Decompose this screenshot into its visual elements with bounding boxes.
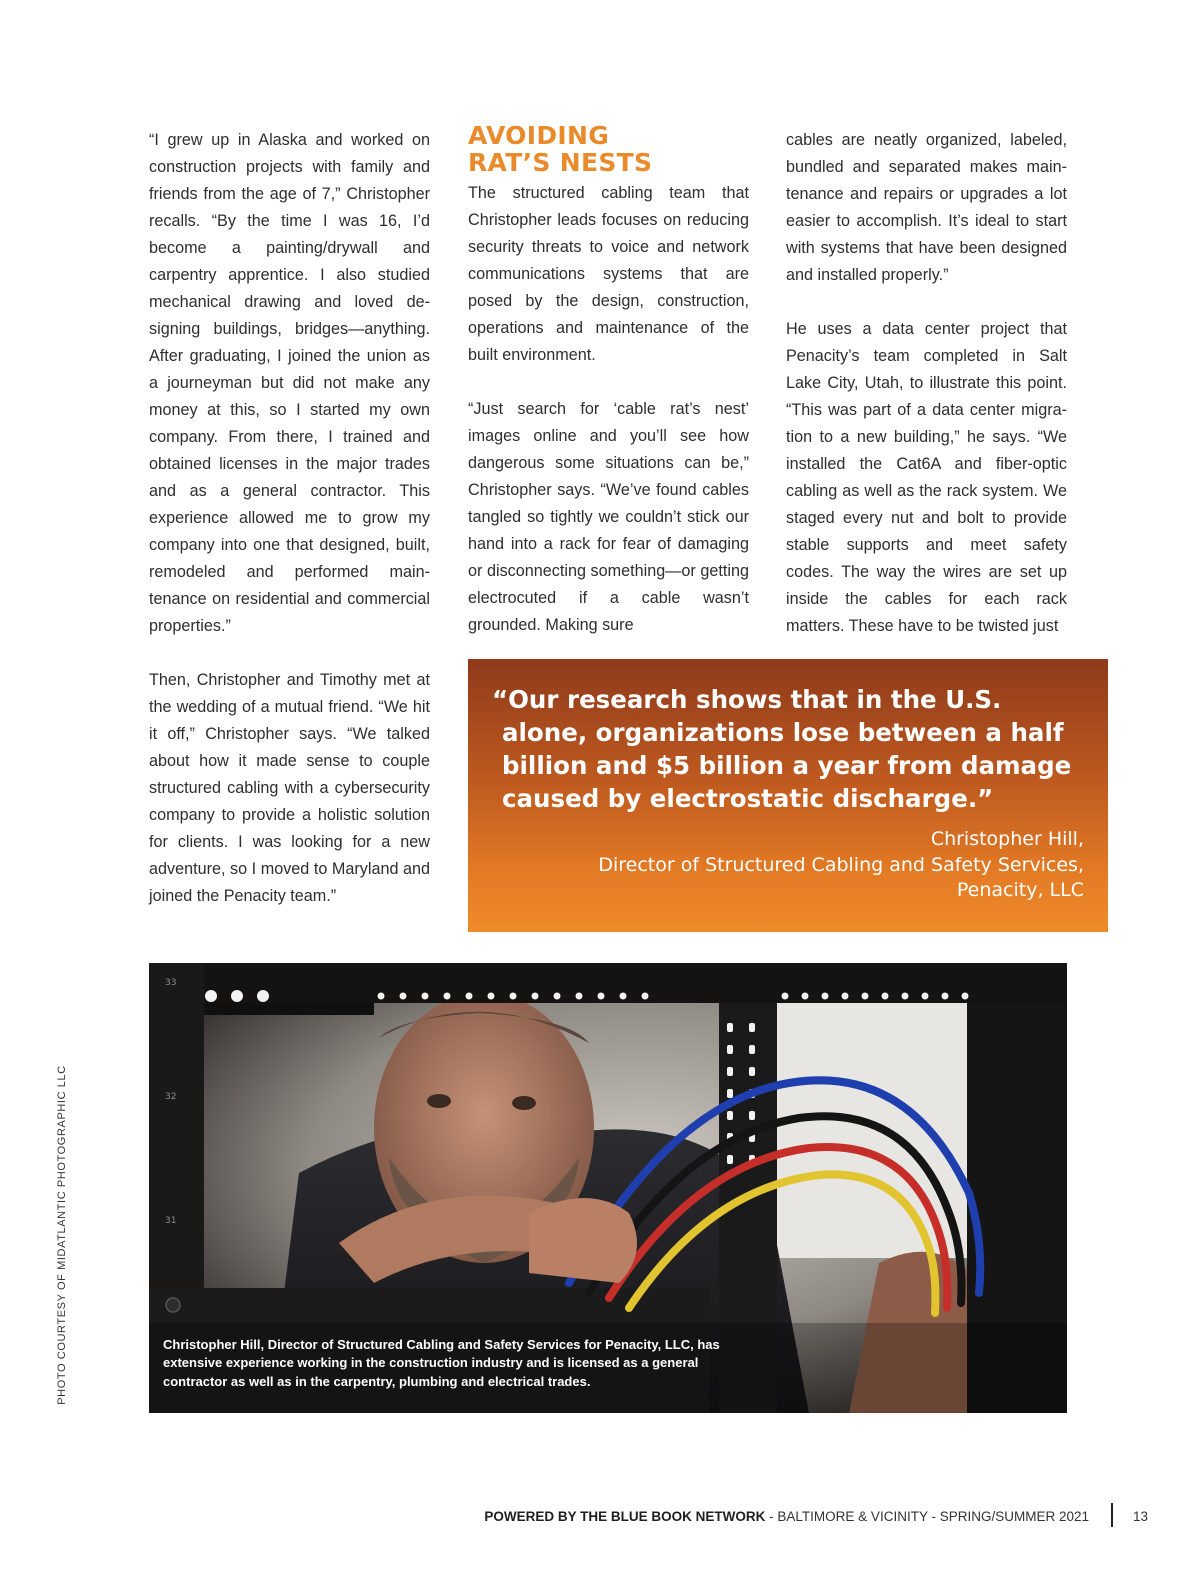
col3-paragraph-1: cables are neatly organized, labeled, bundled and separated makes maintenance and repairs or upgrades a lot easier to accomplish. It’s ideal to start with systems that have been designed and installed properly.” (786, 131, 1067, 284)
photo-caption: Christopher Hill, Director of Structured Cabling and Safety Services for Penacity, LLC, has extensive experience working in the construction industry and is licensed as a general contractor as well as in the carpentry, plumbing and electrical trades. (163, 1336, 720, 1389)
footer-divider (1111, 1503, 1113, 1527)
photo-credit: PHOTO COURTESY OF MIDATLANTIC PHOTOGRAPHIC LLC (56, 1065, 68, 1405)
rack-unit-label-3: 31 (165, 1216, 177, 1226)
section-heading-line-2: RAT’S NESTS (468, 148, 653, 177)
col1-paragraph-1: “I grew up in Alaska and worked on construction projects with family and friends from the age of 7,” Christopher recalls. “By the time I was 16, I’d become a painting/drywall and carpentry apprentice. I also studied mechanical drawing and loved designing buildings, bridges—anything. After graduating, I joined the union as a journeyman but did not make any money at this, so I started my own company. From there, I trained and obtained licenses in the major trades and as a general contractor. This experience allowed me to grow my company into one that designed, built, remodeled and performed maintenance on residential and commercial properties.” (149, 131, 430, 635)
article-column-3 (786, 127, 1067, 640)
page-footer (484, 1507, 1089, 1527)
attribution-title: Director of Structured Cabling and Safety Services, (598, 853, 1084, 876)
attribution-company: Penacity, LLC (956, 879, 1084, 901)
col1-paragraph-2: Then, Christopher and Timothy met at the wedding of a mutual friend. “We hit it off,” Christopher says. “We talked about how it made sense to couple structured cabling with a cybersecurity company to provide a holistic solution for clients. I was looking for a new adventure, so I moved to Maryland and joined the Penacity team.” (149, 671, 430, 905)
col3-paragraph-2: He uses a data center project that Penacity’s team completed in Salt Lake City, Utah, to illustrate this point. “This was part of a data center migration to a new building,” he says. “We installed the Cat6A and fiber-optic cabling as well as the rack system. We staged every nut and bolt to provide stable supports and meet safety codes. The way the wires are set up inside the cables for each rack matters. These have to be twisted just (786, 320, 1067, 635)
footer-details: - BALTIMORE & VICINITY - SPRING/SUMMER 2021 (765, 1509, 1089, 1524)
section-heading-line-1: AVOIDING (468, 121, 610, 150)
col2-paragraph-1: The structured cabling team that Christopher leads focuses on reducing security threats to voice and network communications systems that are posed by the design, construction, operations and maintenance of the built environment. (468, 184, 749, 364)
attribution-name: Christopher Hill, (930, 828, 1084, 850)
pull-quote-attribution (492, 827, 1084, 904)
section-heading (468, 122, 749, 176)
article-column-1 (149, 127, 430, 910)
rack-unit-label-2: 32 (165, 1092, 177, 1102)
page-number: 13 (1133, 1509, 1149, 1524)
rack-unit-label-1: 33 (165, 978, 177, 988)
pull-quote-box (468, 659, 1108, 932)
footer-brand: POWERED BY THE BLUE BOOK NETWORK (484, 1509, 766, 1524)
feature-photo (149, 963, 1067, 1413)
pull-quote-text: “Our research shows that in the U.S. alone, organizations lose between a half billion and $5 billion a year from damage caused by electrostatic discharge.” (492, 685, 1072, 813)
col2-paragraph-2: “Just search for ‘cable rat’s nest’ images online and you’ll see how dangerous some situations can be,” Christopher says. “We’ve found cables tangled so tightly we couldn’t stick our hand into a rack for fear of damaging or disconnecting something—or getting electrocuted if a cable wasn’t grounded. Making sure (468, 400, 749, 634)
article-column-2 (468, 122, 749, 639)
